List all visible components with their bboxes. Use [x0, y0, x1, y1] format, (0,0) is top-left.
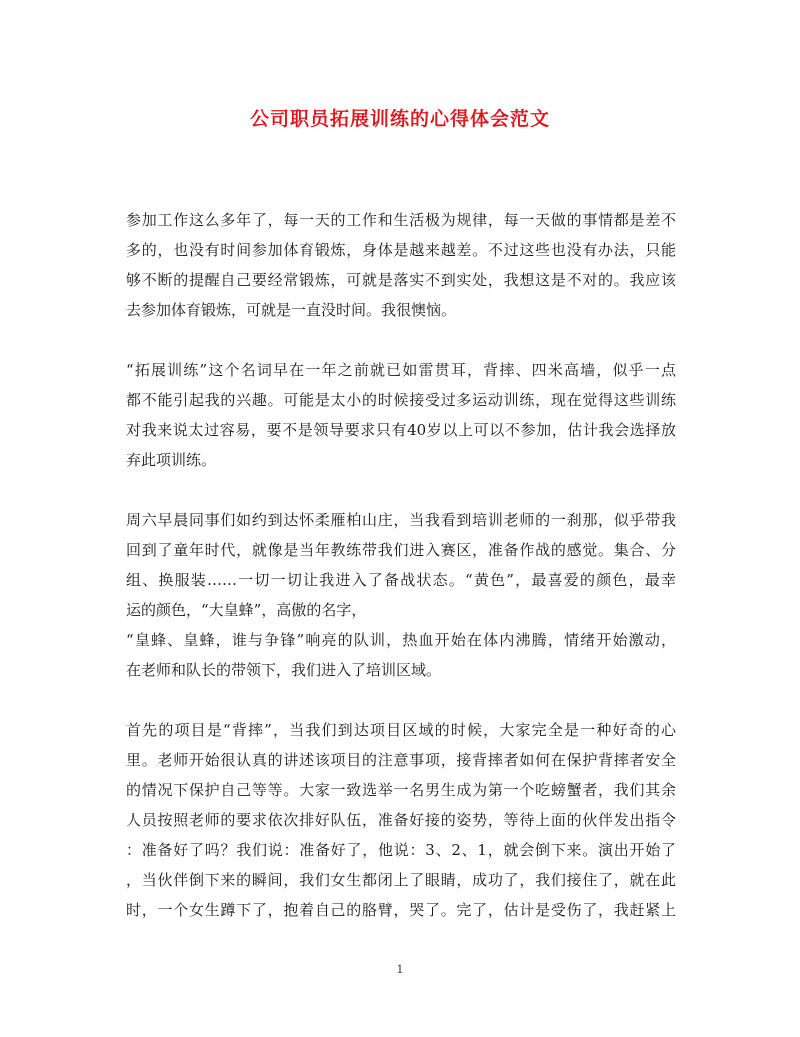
paragraph-line: 首先的项目是“背摔”，当我们到达项目区域的时候，大家完全是一种好奇的心	[126, 721, 676, 739]
paragraph-line: 在老师和队长的带领下，我们进入了培训区域。	[126, 661, 442, 679]
paragraph-line: 运的颜色，“大皇蜂”，高傲的名字，	[126, 601, 367, 619]
paragraph-line: 周六早晨同事们如约到达怀柔雁柏山庄，当我看到培训老师的一刹那，似乎带我	[126, 511, 676, 529]
paragraph-3	[126, 505, 676, 685]
paragraph-line: 时，一个女生蹲下了，抱着自己的胳臂，哭了。完了，估计是受伤了，我赶紧上	[126, 901, 676, 919]
paragraph-line: 人员按照老师的要求依次排好队伍，准备好接的姿势，等待上面的伙伴发出指令	[126, 811, 676, 829]
paragraph-2	[126, 355, 676, 475]
paragraph-line: 对我来说太过容易，要不是领导要求只有40岁以上可以不参加，估计我会选择放	[126, 421, 676, 439]
paragraph-line: 参加工作这么多年了，每一天的工作和生活极为规律，每一天做的事情都是差不	[126, 211, 676, 229]
paragraph-line: ，当伙伴倒下来的瞬间，我们女生都闭上了眼睛，成功了，我们接住了，就在此	[126, 871, 676, 889]
paragraph-line: 弃此项训练。	[126, 451, 217, 469]
document-title: 公司职员拓展训练的心得体会范文	[249, 108, 550, 130]
paragraph-line: “拓展训练”这个名词早在一年之前就已如雷贯耳，背摔、四米高墙，似乎一点	[126, 361, 676, 379]
paragraph-4	[126, 715, 676, 925]
paragraph-line: 的情况下保护自己等等。大家一致选举一名男生成为第一个吃螃蟹者，我们其余	[126, 781, 676, 799]
paragraph-line: 里。老师开始很认真的讲述该项目的注意事项，接背摔者如何在保护背摔者安全	[126, 751, 676, 769]
paragraph-line: 都不能引起我的兴趣。可能是太小的时候接受过多运动训练，现在觉得这些训练	[126, 391, 676, 409]
paragraph-line: 组、换服装……一切一切让我进入了备战状态。“黄色”，最喜爱的颜色，最幸	[126, 571, 676, 589]
paragraph-line: 够不断的提醒自己要经常锻炼，可就是落实不到实处，我想这是不对的。我应该	[126, 271, 676, 289]
paragraph-line: 去参加体育锻炼，可就是一直没时间。我很懊恼。	[126, 301, 457, 319]
document-body	[126, 205, 676, 955]
paragraph-line: “皇蜂、皇蜂，谁与争锋”响亮的队训，热血开始在体内沸腾，情绪开始激动，	[126, 631, 676, 649]
paragraph-line: ：准备好了吗？我们说：准备好了，他说：3、2、1，就会倒下来。演出开始了	[126, 841, 676, 859]
paragraph-line: 回到了童年时代，就像是当年教练带我们进入赛区，准备作战的感觉。集合、分	[126, 541, 676, 559]
page-number: 1	[396, 963, 404, 976]
paragraph-1	[126, 205, 676, 325]
paragraph-line: 多的，也没有时间参加体育锻炼，身体是越来越差。不过这些也没有办法，只能	[126, 241, 676, 259]
